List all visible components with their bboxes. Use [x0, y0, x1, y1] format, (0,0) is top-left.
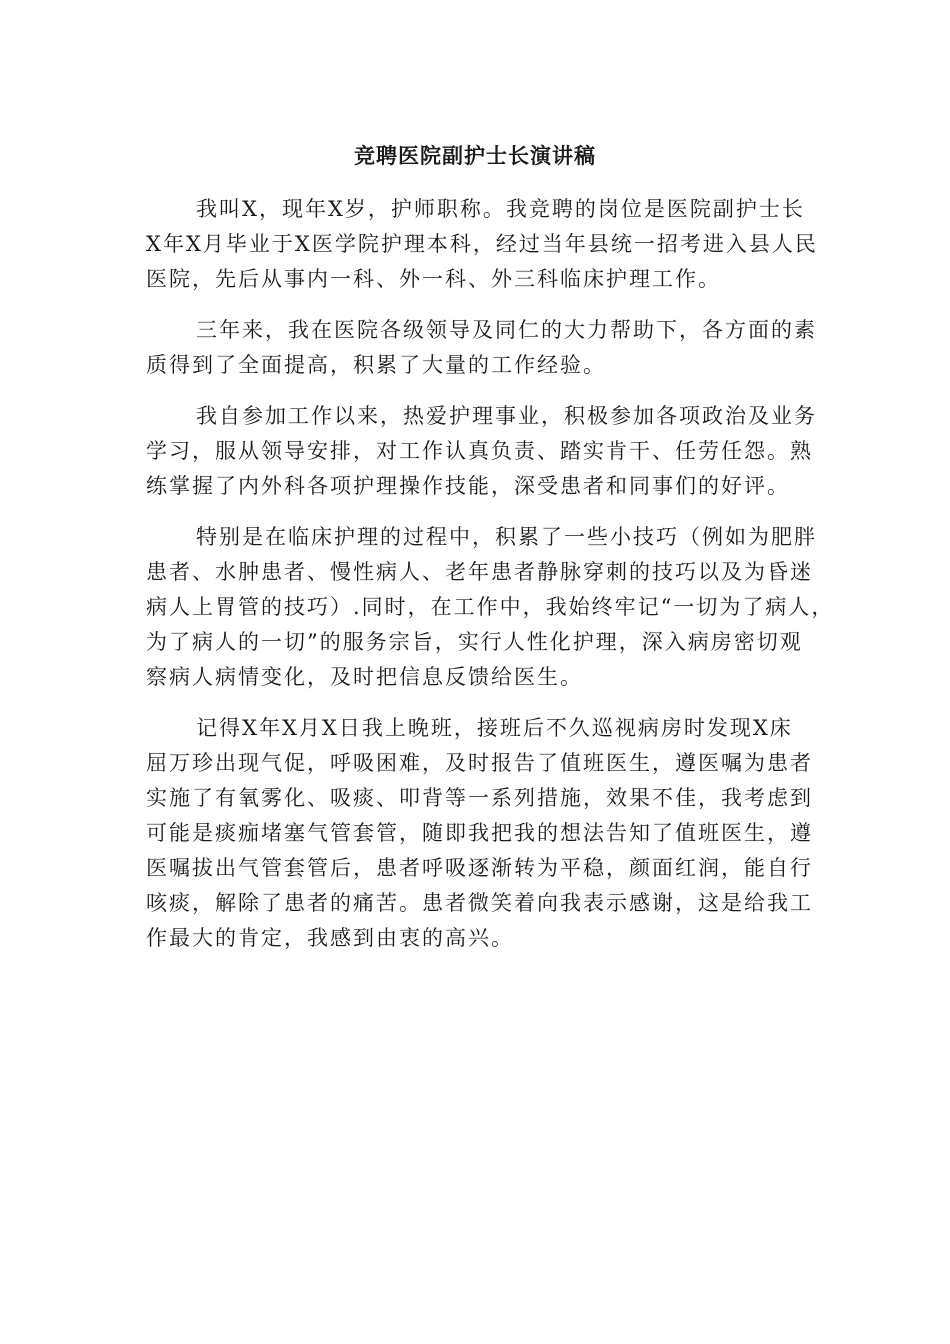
paragraph-line: 屈万珍出现气促，呼吸困难，及时报告了值班医生，遵医嘱为患者	[146, 751, 813, 775]
paragraph-5	[146, 711, 813, 956]
paragraph-line: 病人上胃管的技巧）.同时，在工作中，我始终牢记“一切为了病人，	[146, 595, 835, 619]
document-body	[146, 192, 835, 972]
paragraph-line: 学习，服从领导安排，对工作认真负责、踏实肯干、任劳任怨。熟	[146, 439, 813, 463]
paragraph-line: 察病人病情变化，及时把信息反馈给医生。	[146, 665, 583, 689]
paragraph-line: 可能是痰痂堵塞气管套管，随即我把我的想法告知了值班医生，遵	[146, 821, 813, 845]
paragraph-line: 质得到了全面提高，积累了大量的工作经验。	[146, 353, 606, 377]
paragraph-line: 练掌握了内外科各项护理操作技能，深受患者和同事们的好评。	[146, 474, 790, 498]
paragraph-4	[146, 520, 835, 695]
paragraph-line: 医嘱拔出气管套管后，患者呼吸逐渐转为平稳，颜面红润，能自行	[146, 856, 813, 880]
paragraph-3	[146, 399, 817, 504]
paragraph-line: 我叫X，现年X岁，护师职称。我竞聘的岗位是医院副护士长	[196, 197, 805, 221]
paragraph-line: 作最大的肯定，我感到由衷的高兴。	[146, 926, 514, 950]
paragraph-line: 特别是在临床护理的过程中，积累了一些小技巧（例如为肥胖	[196, 525, 817, 549]
paragraph-line: 三年来，我在医院各级领导及同仁的大力帮助下，各方面的素	[196, 318, 817, 342]
paragraph-line: 我自参加工作以来，热爱护理事业，积极参加各项政治及业务	[196, 404, 817, 428]
paragraph-line: 医院，先后从事内一科、外一科、外三科临床护理工作。	[146, 267, 721, 291]
paragraph-line: 实施了有氧雾化、吸痰、叩背等一系列措施，效果不佳，我考虑到	[146, 786, 813, 810]
paragraph-line: 咳痰，解除了患者的痛苦。患者微笑着向我表示感谢，这是给我工	[146, 891, 813, 915]
paragraph-line: 记得X年X月X日我上晚班，接班后不久巡视病房时发现X床	[196, 716, 793, 740]
paragraph-line: 患者、水肿患者、慢性病人、老年患者静脉穿刺的技巧以及为昏迷	[146, 560, 813, 584]
paragraph-1	[146, 192, 818, 297]
page-title: 竞聘医院副护士长演讲稿	[354, 143, 596, 168]
paragraph-2	[146, 313, 817, 383]
paragraph-line: X年X月毕业于X医学院护理本科，经过当年县统一招考进入县人民	[146, 232, 818, 256]
paragraph-line: 为了病人的一切”的服务宗旨，实行人性化护理，深入病房密切观	[146, 630, 803, 654]
